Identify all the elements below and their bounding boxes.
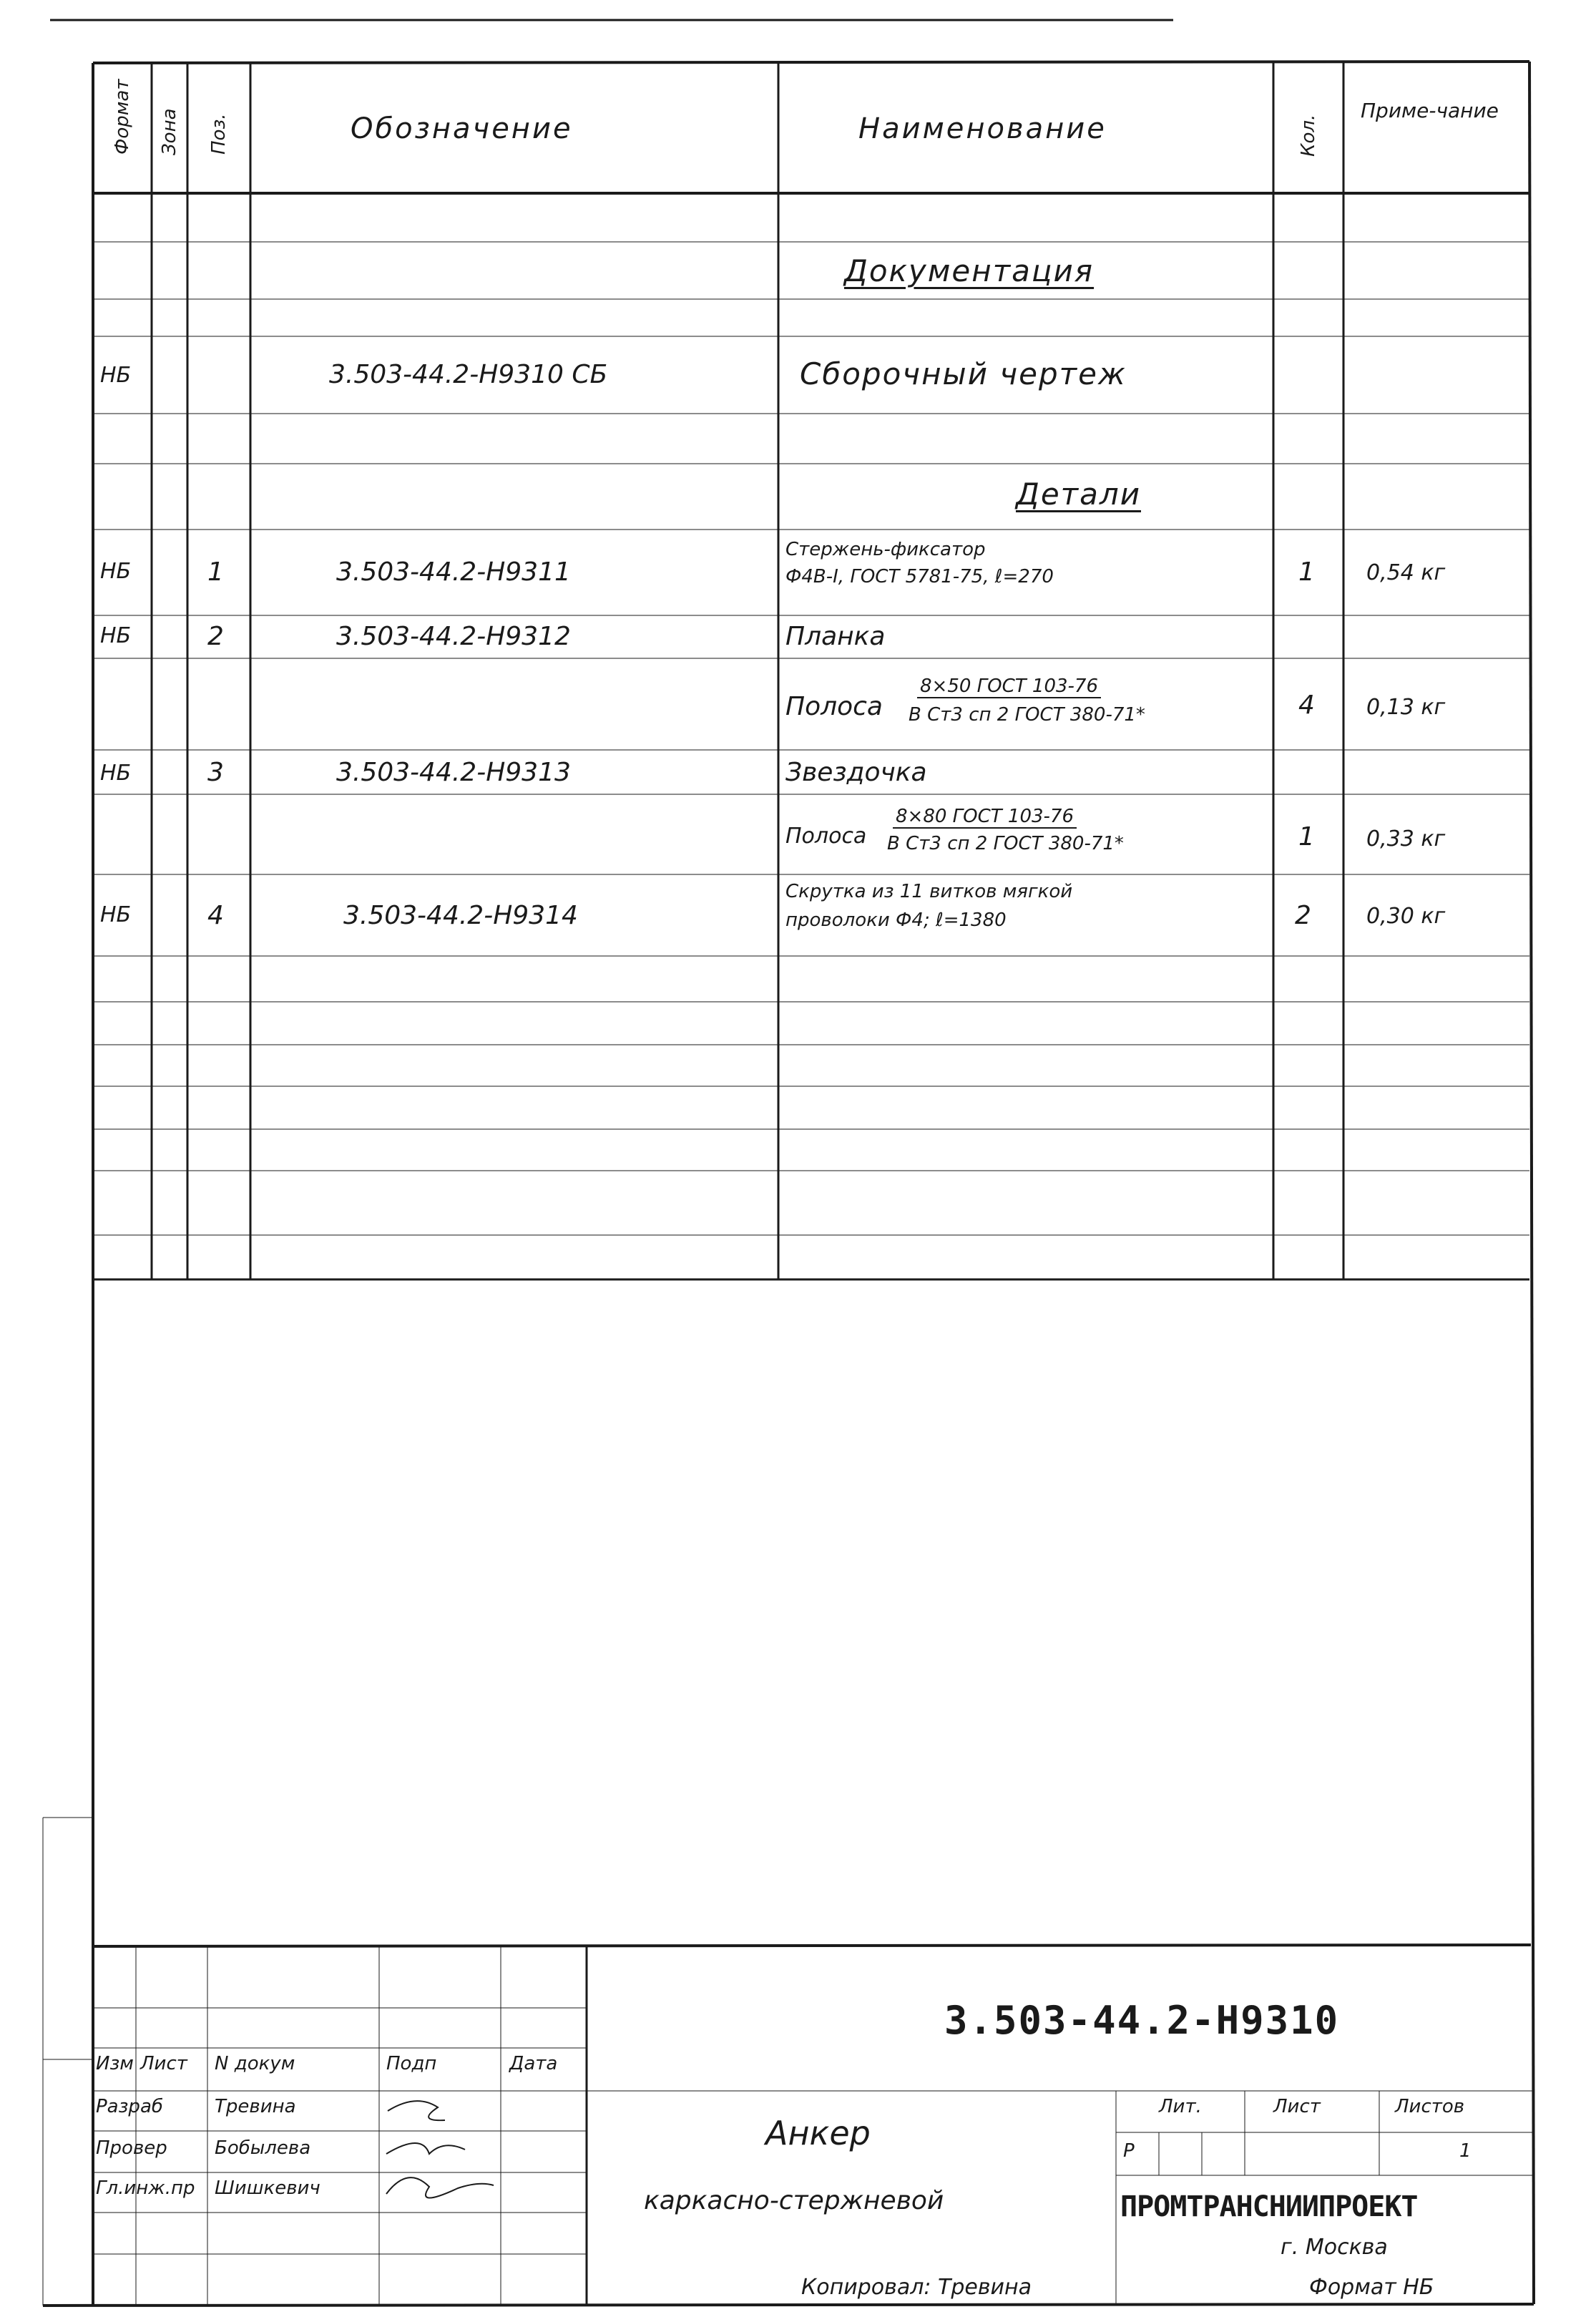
role-chief-engineer: Гл.инж.пр <box>96 2177 195 2199</box>
header-pos: Поз. <box>208 113 230 155</box>
row-format: НБ <box>100 902 132 927</box>
name-chief-engineer: Шишкевич <box>215 2177 320 2199</box>
row-name: Планка <box>785 622 886 651</box>
sheets-label: Листов <box>1395 2096 1465 2117</box>
row-note: 0,13 кг <box>1366 695 1446 720</box>
row-designation: 3.503-44.2-Н9310 СБ <box>329 360 608 389</box>
sheets-value: 1 <box>1459 2140 1472 2162</box>
row-format: НБ <box>100 363 132 388</box>
role-checker: Провер <box>96 2137 167 2159</box>
col-list: Лист <box>140 2053 187 2074</box>
row-name-line1: Стержень-фиксатор <box>785 539 986 560</box>
row-frac-bottom: В Ст3 сп 2 ГОСТ 380-71* <box>909 704 1145 726</box>
section-documentation: Документация <box>844 253 1095 288</box>
row-format: НБ <box>100 761 132 786</box>
row-note: 0,33 кг <box>1366 826 1446 852</box>
role-developer: Разраб <box>96 2096 163 2117</box>
header-name: Наименование <box>858 112 1107 145</box>
name-checker: Бобылева <box>215 2137 311 2159</box>
document-number: 3.503-44.2-Н9310 <box>944 1998 1340 2043</box>
sheet-label: Лист <box>1273 2096 1321 2117</box>
title-line1: Анкер <box>765 2114 871 2152</box>
row-pos: 1 <box>207 557 224 587</box>
name-developer: Тревина <box>215 2096 296 2117</box>
sheet-format: Формат НБ <box>1309 2275 1434 2300</box>
header-qty: Кол. <box>1298 114 1319 157</box>
row-designation: 3.503-44.2-Н9311 <box>336 557 571 587</box>
row-name: Звездочка <box>785 758 927 787</box>
header-format: Формат <box>112 79 133 155</box>
lit-value: Р <box>1123 2140 1135 2162</box>
row-name-line2: проволоки Ф4; ℓ=1380 <box>785 909 1007 931</box>
row-name-prefix: Полоса <box>785 824 867 849</box>
organization-name: ПРОМТРАНСНИИПРОЕКТ <box>1120 2190 1418 2223</box>
col-izm: Изм <box>96 2053 134 2074</box>
row-frac-bottom: В Ст3 сп 2 ГОСТ 380-71* <box>887 833 1124 854</box>
col-data: Дата <box>509 2053 558 2074</box>
row-note: 0,54 кг <box>1366 560 1446 585</box>
row-format: НБ <box>100 559 132 584</box>
row-pos: 4 <box>207 901 224 930</box>
row-qty: 2 <box>1295 901 1311 930</box>
col-podp: Подп <box>386 2053 437 2074</box>
row-frac-top: 8×50 ГОСТ 103-76 <box>917 675 1101 698</box>
row-designation: 3.503-44.2-Н9314 <box>343 901 578 930</box>
row-format: НБ <box>100 623 132 648</box>
section-details: Детали <box>1016 477 1141 512</box>
row-name-line1: Скрутка из 11 витков мягкой <box>785 881 1073 902</box>
row-name: Сборочный чертеж <box>800 356 1127 391</box>
row-qty: 4 <box>1298 691 1315 720</box>
row-qty: 1 <box>1298 822 1315 852</box>
row-note: 0,30 кг <box>1366 904 1446 929</box>
row-name-prefix: Полоса <box>785 692 883 721</box>
title-line2: каркасно-стержневой <box>644 2186 944 2215</box>
header-zone: Зона <box>159 108 180 155</box>
row-name-line2: Ф4В-I, ГОСТ 5781-75, ℓ=270 <box>785 566 1054 587</box>
row-designation: 3.503-44.2-Н9313 <box>336 758 571 787</box>
header-designation: Обозначение <box>351 112 573 145</box>
col-ndoc: N докум <box>215 2053 295 2074</box>
row-pos: 2 <box>207 622 224 651</box>
row-pos: 3 <box>207 758 224 787</box>
copied-by: Копировал: Тревина <box>801 2275 1032 2300</box>
lit-label: Лит. <box>1159 2096 1202 2117</box>
organization-city: г. Москва <box>1281 2235 1388 2260</box>
row-frac-top: 8×80 ГОСТ 103-76 <box>893 806 1077 829</box>
row-qty: 1 <box>1298 557 1315 587</box>
row-designation: 3.503-44.2-Н9312 <box>336 622 571 651</box>
header-note: Приме-чание <box>1361 99 1499 122</box>
